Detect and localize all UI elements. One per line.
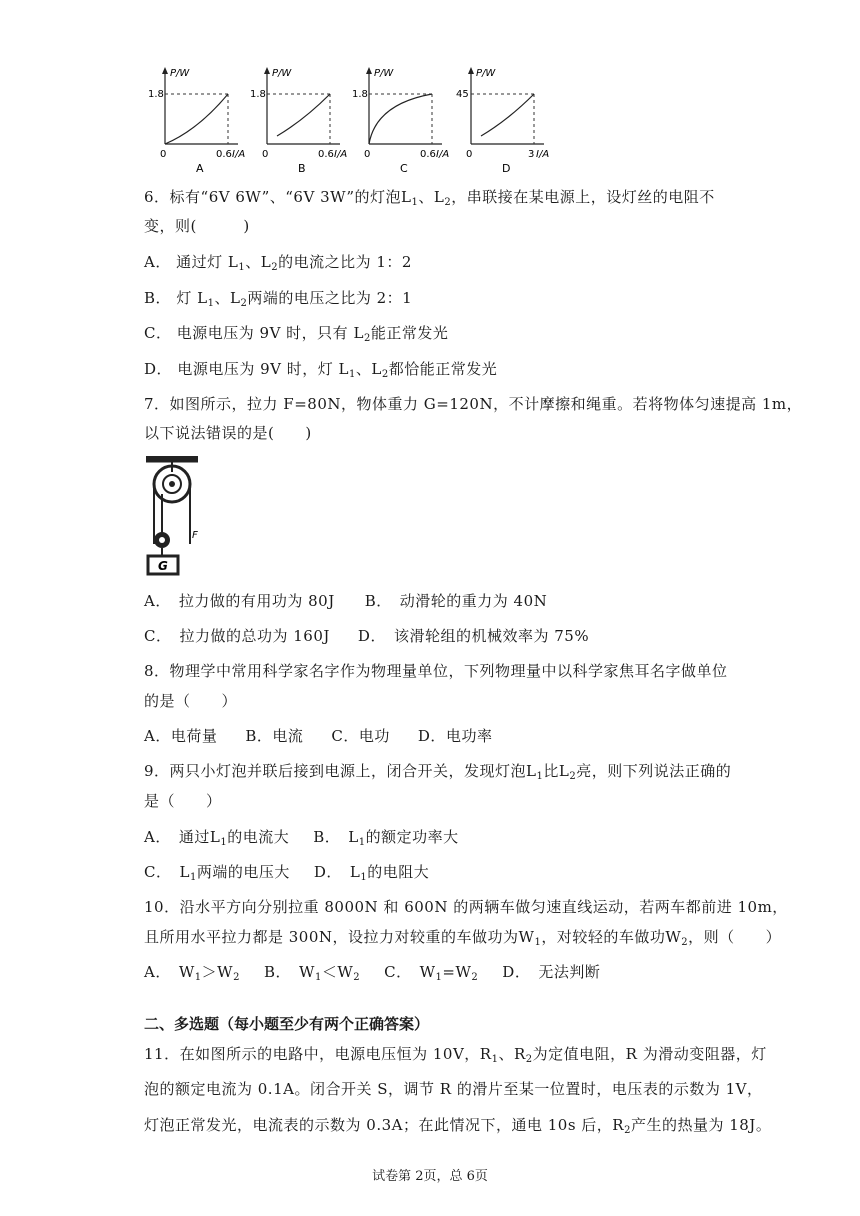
graph-b-origin: 0 <box>262 149 269 160</box>
section-title-multi-choice: 二、多选题（每小题至少有两个正确答案） <box>144 1015 430 1033</box>
graph-c-letter: C <box>400 162 408 175</box>
q9-stem-line1: 9．两只小灯泡并联后接到电源上，闭合开关，发现灯泡$L_1$比$L_2$亮，则下列说法正确的 <box>144 762 732 782</box>
graph-a-origin: 0 <box>160 149 167 160</box>
q8-option-c[interactable]: C．电功 <box>331 727 390 745</box>
q10-options-row <box>144 961 600 989</box>
graph-b-axis-y: P/W <box>272 68 292 79</box>
graph-c-ymax: 1.8 <box>352 89 368 100</box>
graph-b-xmax: 0.6 <box>318 149 334 160</box>
q8-option-b[interactable]: B．电流 <box>245 727 304 745</box>
q9-options-row2 <box>144 861 429 889</box>
graph-a-xmax: 0.6 <box>216 149 232 160</box>
q6-option-d[interactable]: D． 电源电压为 9V 时，灯 $L_1$、$L_2$都恰能正常发光 <box>144 360 498 380</box>
q10-option-d[interactable]: D． 无法判断 <box>502 963 601 981</box>
graph-a-ymax: 1.8 <box>148 89 164 100</box>
q9-option-d[interactable]: D． $L_1$的电阻大 <box>313 863 430 883</box>
graph-b-axis-x: I/A <box>334 149 348 160</box>
q10-stem-line2: 且所用水平拉力都是 300N，设拉力对较重的车做功为$W_1$，对较轻的车做功$W_2$，则（ ） <box>144 928 782 948</box>
q11-stem-line3: 灯泡正常发光，电流表的示数为 0.3A；在此情况下，通电 10s 后，$R_2$产生的热量为 18J。 <box>144 1116 772 1136</box>
q8-option-d[interactable]: D．电功率 <box>417 727 493 745</box>
q8-stem-line1: 8．物理学中常用科学家名字作为物理量单位，下列物理量中以科学家焦耳名字做单位 <box>144 662 728 680</box>
graph-c-xmax: 0.6 <box>420 149 436 160</box>
graph-b-ymax: 1.8 <box>250 89 266 100</box>
q6-stem-line1: 6．标有“6V 6W”、“6V 3W”的灯泡$L_1$、$L_2$，串联接在某电源上，设灯丝的电阻不 <box>144 188 715 208</box>
graph-c-origin: 0 <box>364 149 371 160</box>
q9-options-row1 <box>144 826 459 854</box>
graph-a-letter: A <box>196 162 204 175</box>
q6-option-b[interactable]: B． 灯 $L_1$、$L_2$两端的电压之比为 2：1 <box>144 289 413 309</box>
q11-stem-line2: 泡的额定电流为 0.1A。闭合开关 S，调节 R 的滑片至某一位置时，电压表的示数为 1V， <box>144 1080 763 1098</box>
q6-option-c[interactable]: C． 电源电压为 9V 时，只有 $L_2$能正常发光 <box>144 324 449 344</box>
graph-d-axis-y: P/W <box>476 68 496 79</box>
q7-option-d[interactable]: D． 该滑轮组的机械效率为 75% <box>357 627 590 645</box>
pulley-label-g: G <box>158 559 168 573</box>
graph-c <box>352 64 450 176</box>
q7-options-row2 <box>144 625 589 647</box>
q10-stem-line1: 10．沿水平方向分别拉重 8000N 和 600N 的两辆车做匀速直线运动，若两车都前进 10m， <box>144 898 788 916</box>
graph-c-axis-y: P/W <box>374 68 394 79</box>
q6-option-a[interactable]: A． 通过灯 $L_1$、$L_2$的电流之比为 1：2 <box>144 253 412 273</box>
q8-options-row <box>144 725 492 747</box>
q7-options-row1 <box>144 590 547 612</box>
q6-stem-line2: 变，则( ) <box>144 217 250 235</box>
graph-a-axis-x: I/A <box>232 149 246 160</box>
q10-option-b[interactable]: B． $W_1<W_2$ <box>263 963 361 983</box>
q7-option-c[interactable]: C． 拉力做的总功为 160J <box>144 627 330 645</box>
q9-option-b[interactable]: B． $L_1$的额定功率大 <box>313 828 459 848</box>
graph-d-xmax: 3 <box>528 149 535 160</box>
q9-option-c[interactable]: C． $L_1$两端的电压大 <box>144 863 290 883</box>
pulley-label-f: F <box>192 530 198 541</box>
q9-option-a[interactable]: A． 通过$L_1$的电流大 <box>144 828 290 848</box>
page-footer: 试卷第 2页，总 6页 <box>372 1169 488 1184</box>
graph-d-axis-x: I/A <box>536 149 550 160</box>
q10-option-c[interactable]: C． $W_1=W_2$ <box>384 963 479 983</box>
q8-stem-line2: 的是（ ） <box>144 692 238 710</box>
q10-option-a[interactable]: A． $W_1>W_2$ <box>144 963 240 983</box>
graph-d-ymax: 45 <box>456 89 469 100</box>
graph-d-origin: 0 <box>466 149 473 160</box>
graph-a-axis-y: P/W <box>170 68 190 79</box>
pulley-figure <box>142 452 204 580</box>
graph-c-axis-x: I/A <box>436 149 450 160</box>
q7-stem-line2: 以下说法错误的是( ) <box>144 424 312 442</box>
graph-options-row <box>150 64 550 176</box>
q7-option-b[interactable]: B． 动滑轮的重力为 40N <box>364 592 548 610</box>
graph-d-letter: D <box>502 162 511 175</box>
q11-stem-line1: 11．在如图所示的电路中，电源电压恒为 10V，$R_1$、$R_2$为定值电阻，R 为滑动变阻器，灯 <box>144 1045 767 1065</box>
q7-option-a[interactable]: A． 拉力做的有用功为 80J <box>144 592 335 610</box>
q8-option-a[interactable]: A．电荷量 <box>144 727 218 745</box>
q9-stem-line2: 是（ ） <box>144 792 222 810</box>
graph-a <box>148 64 246 176</box>
graph-b <box>250 64 348 176</box>
q7-stem-line1: 7．如图所示，拉力 F=80N，物体重力 G=120N，不计摩擦和绳重。若将物体匀速提高 1m， <box>144 395 803 413</box>
graph-d <box>456 64 548 176</box>
graph-b-letter: B <box>298 162 306 175</box>
